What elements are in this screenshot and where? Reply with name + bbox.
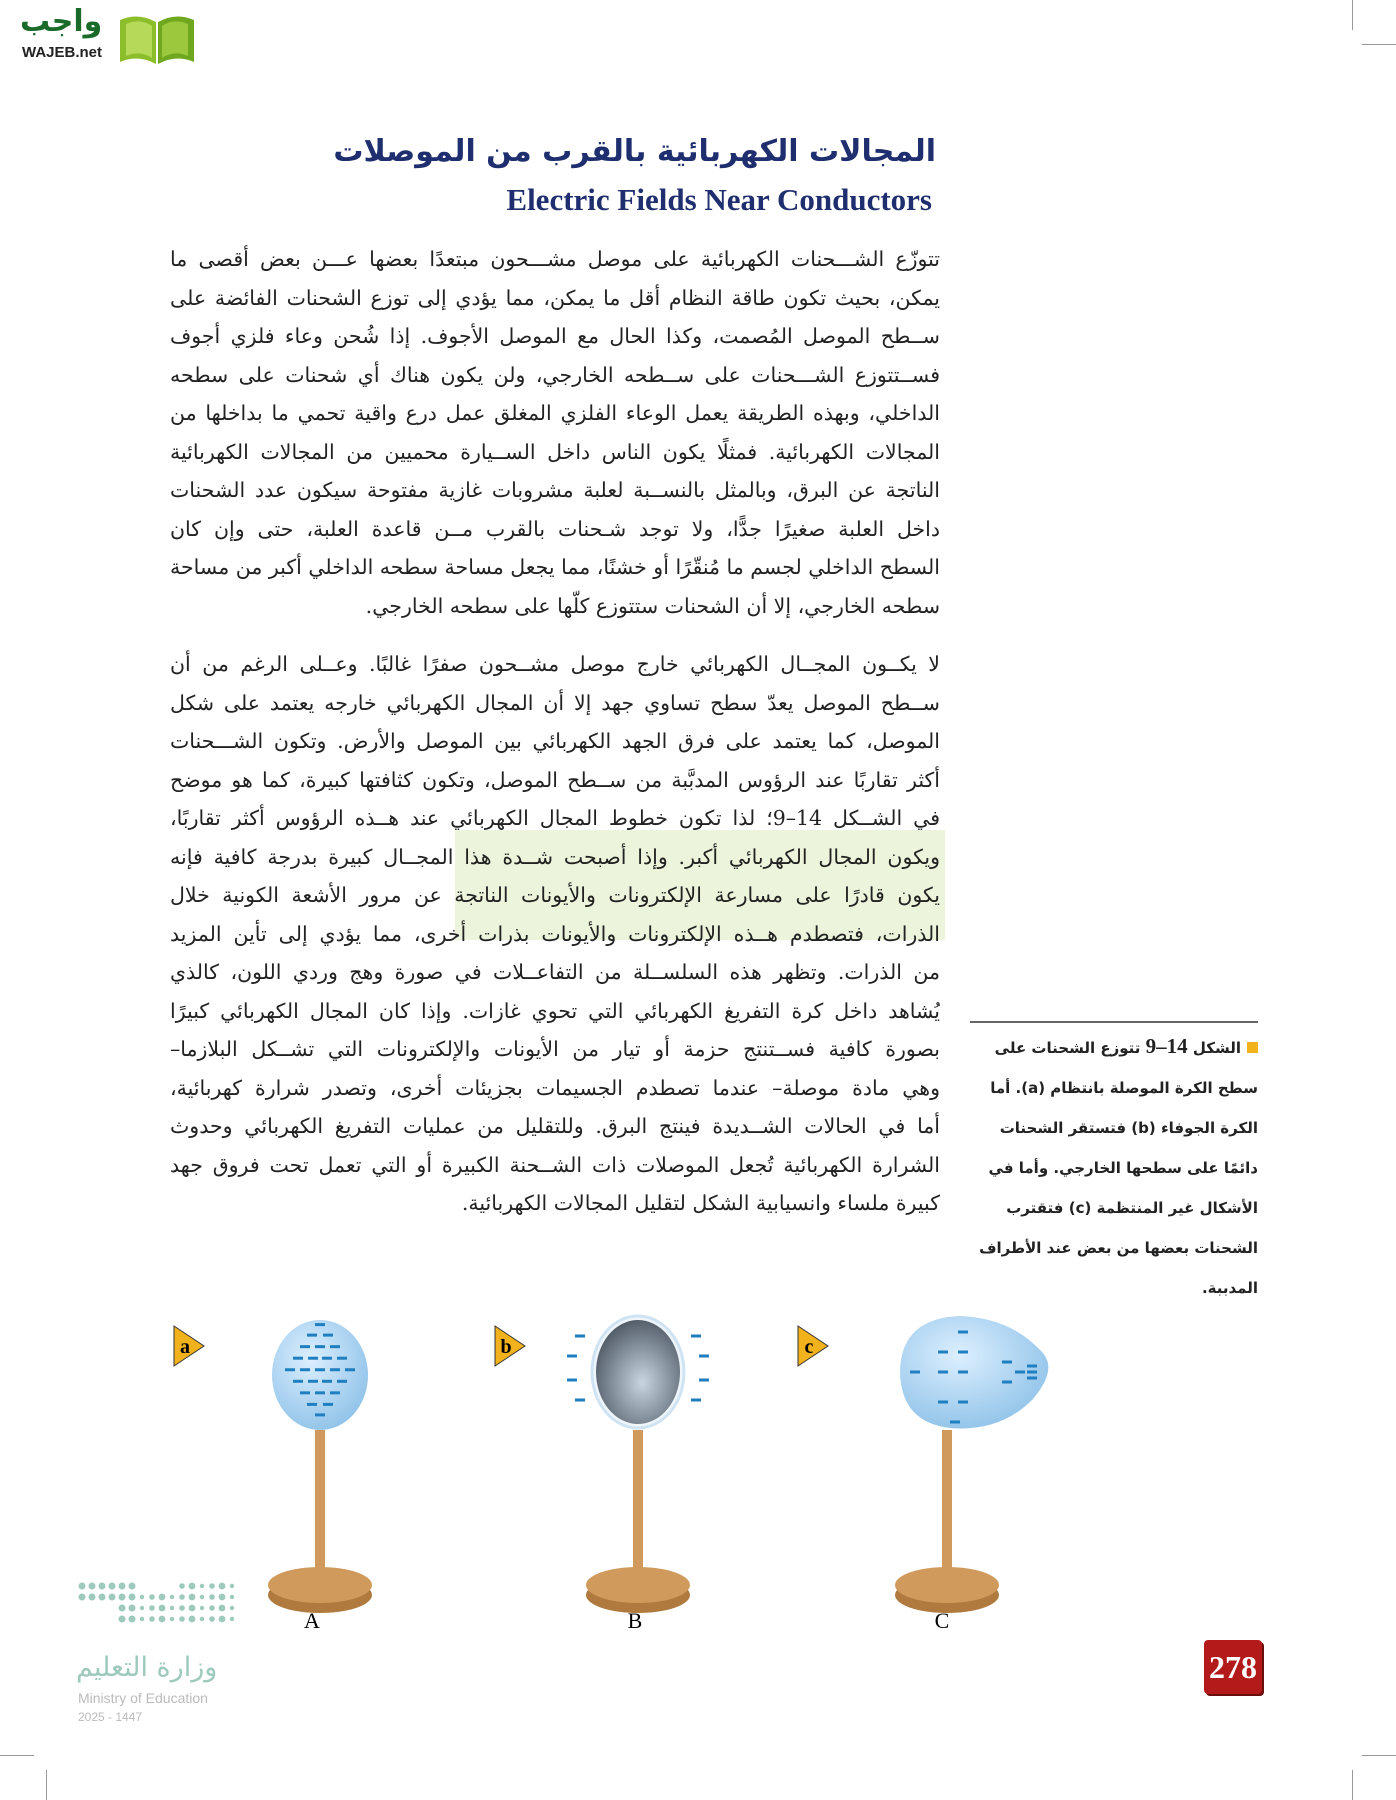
logo-dot: [159, 1594, 166, 1601]
logo-dot: [189, 1605, 196, 1612]
panel-label-a: A: [304, 1608, 320, 1633]
logo-dot: [179, 1594, 185, 1600]
logo-dot: [99, 1594, 106, 1601]
charge-symbol: [285, 1368, 295, 1371]
charge-symbol: [300, 1345, 310, 1348]
charge-symbol: [1027, 1377, 1037, 1380]
charge-symbol: [330, 1368, 340, 1371]
charge-symbol: [337, 1357, 347, 1360]
crop-mark: [1362, 1755, 1396, 1756]
caption-text: تتوزع الشحنات على سطح الكرة الموصلة بانتظام (a). أما الكرة الجوفاء (b) فتستقر الشحنات دائمًا على سطحها الخارجي. وأما في الأشكال غير المنتظمة (c) فتقترب الشحنات بعضها من بعض عند الأطراف المدببة.: [979, 1039, 1258, 1297]
charge-symbol: [315, 1368, 325, 1371]
ministry-name-ar: وزارة التعليم: [76, 1652, 218, 1683]
charge-symbol: [699, 1355, 709, 1358]
logo-dot: [109, 1583, 116, 1590]
crop-mark: [1352, 1770, 1353, 1800]
charge-symbol: [308, 1357, 318, 1360]
logo-dot: [230, 1584, 234, 1588]
logo-dot: [129, 1616, 136, 1623]
logo-dot: [119, 1605, 126, 1612]
logo-dot: [129, 1583, 136, 1590]
crop-mark: [1352, 0, 1353, 30]
logo-dot: [109, 1594, 116, 1601]
text-line: داخل العلبة صغيرًا جدًّا، ولا توجد شـحنات بالقرب مــن قاعدة العلبة، حتى وإن كان: [170, 516, 940, 541]
paragraph-2: [170, 645, 940, 1223]
logo-dot: [209, 1616, 215, 1622]
caption-label: الشكل: [1192, 1039, 1241, 1057]
stand-rod: [942, 1430, 952, 1588]
logo-text-ar: واجب: [20, 4, 103, 39]
charge-symbol: [1015, 1371, 1025, 1374]
logo-dot: [119, 1583, 126, 1590]
text-line: الموصل، كما يعتمد على فرق الجهد الكهربائي بين الموصل والأرض. وتكون الشـــحنات: [170, 729, 940, 753]
logo-dot: [200, 1617, 204, 1621]
panel-tag-b: [495, 1326, 525, 1366]
page-number: 278: [1204, 1640, 1262, 1694]
charge-symbol: [307, 1403, 317, 1406]
charge-symbol: [323, 1334, 333, 1337]
charge-symbol: [950, 1421, 960, 1424]
text-line: الداخلي، وبهذه الطريقة يعمل الوعاء الفلزي المغلق عمل درع واقية تحمي ما بداخلها من: [170, 401, 940, 425]
logo-dot: [200, 1584, 204, 1588]
stand-rod: [315, 1430, 325, 1588]
panel-tag-a: [174, 1326, 204, 1366]
charge-symbol: [699, 1379, 709, 1382]
charge-symbol: [330, 1391, 340, 1394]
logo-dot: [170, 1617, 174, 1621]
text-line: أكثر تقاربًا عند الرؤوس المدبَّبة من ســطح الموصل، وتكون كثافتها كبيرة، كما هو موضح: [170, 767, 940, 792]
text-line: كبيرة ملساء وانسيابية الشكل لتقليل المجالات الكهربائية.: [461, 1191, 940, 1215]
panel-label-c: C: [934, 1608, 950, 1633]
logo-dot: [200, 1595, 204, 1599]
caption-bullet-icon: [1247, 1042, 1258, 1053]
panel-label-b: B: [627, 1608, 643, 1633]
logo-dot: [149, 1605, 155, 1611]
charge-symbol: [337, 1380, 347, 1383]
logo-dot: [119, 1616, 126, 1623]
charge-symbol: [567, 1379, 577, 1382]
ministry-name-en: Ministry of Education: [78, 1690, 208, 1706]
logo-dot: [99, 1583, 106, 1590]
logo-dot: [119, 1594, 126, 1601]
logo-dot: [149, 1616, 155, 1622]
charge-symbol: [567, 1355, 577, 1358]
logo-dot: [89, 1594, 96, 1601]
section-title-ar: المجالات الكهربائية بالقرب من الموصلات: [333, 134, 936, 169]
logo-dot: [170, 1595, 174, 1599]
logo-dot: [179, 1605, 185, 1611]
logo-dot: [219, 1583, 226, 1590]
charge-symbol: [315, 1323, 325, 1326]
ministry-dots-icon: [76, 1580, 246, 1640]
logo-dot: [140, 1617, 144, 1621]
charge-symbol: [958, 1331, 968, 1334]
charge-symbol: [323, 1403, 333, 1406]
logo-dot: [129, 1605, 136, 1612]
logo-dot: [89, 1583, 96, 1590]
logo-dot: [189, 1594, 196, 1601]
crop-mark: [1362, 44, 1396, 45]
text-line: يمكن، بحيث تكون طاقة النظام أقل ما يمكن، مما يؤدي إلى توزع الشحنات الفائضة على: [170, 285, 940, 310]
charge-symbol: [958, 1351, 968, 1354]
charge-symbol: [938, 1351, 948, 1354]
charge-symbol: [293, 1380, 303, 1383]
logo-dot: [189, 1616, 196, 1623]
figure-charged-conductors: [160, 1310, 1060, 1640]
logo-dot: [200, 1606, 204, 1610]
text-line: الشرارة الكهربائية تُجعل الموصلات ذات الشــحنة الكبيرة أو التي تعمل تحت فروق جهد: [170, 1152, 940, 1177]
charge-symbol: [322, 1357, 332, 1360]
text-line: السطح الداخلي لجسم ما مُنقّرًا أو خشنًا، مما يجعل مساحة سطحه الداخلي أكبر من مساحة: [170, 555, 940, 579]
logo-dot: [230, 1606, 234, 1610]
logo-text-en: WAJEB.net: [22, 44, 103, 61]
charge-symbol: [1002, 1381, 1012, 1384]
figure-caption: [970, 1026, 1258, 1308]
charge-symbol: [958, 1401, 968, 1404]
text-line: سطحه الخارجي، إلا أن الشحنات ستتوزع كلّها على سطحه الخارجي.: [365, 593, 940, 618]
crop-mark: [0, 1755, 34, 1756]
text-line: يكون قادرًا على مسارعة الإلكترونات والأيونات الناتجة عن مرور الأشعة الكونية خلال: [170, 883, 940, 907]
logo-dot: [140, 1595, 144, 1599]
charge-symbol: [938, 1401, 948, 1404]
text-line: وهي مادة موصلة– عندما تصطدم الجسيمات بجزيئات أخرى، وتصدر شرارة كهربائية،: [170, 1075, 940, 1100]
charge-symbol: [315, 1391, 325, 1394]
crop-mark: [46, 1770, 47, 1800]
text-line: من الذرات. وتظهر هذه السلســلة من التفاعــلات في صورة وهج وردي اللون، كالذي: [170, 960, 940, 984]
text-line: يُشاهد داخل كرة التفريغ الكهربائي التي تحوي غازات. وإذا كان المجال الكهربائي كبيرًا: [170, 998, 940, 1023]
logo-dot: [219, 1594, 226, 1601]
charge-symbol: [308, 1380, 318, 1383]
edition-year: 2025 - 1447: [78, 1710, 143, 1724]
logo-dot: [79, 1594, 86, 1601]
logo-dot: [179, 1583, 185, 1589]
ministry-of-education-logo: [76, 1580, 256, 1730]
logo-dot: [230, 1595, 234, 1599]
charge-symbol: [345, 1368, 355, 1371]
charge-symbol: [293, 1357, 303, 1360]
charge-symbol: [938, 1371, 948, 1374]
logo-dot: [159, 1616, 166, 1623]
text-line: ســطح الموصل يعدّ سطح تساوي جهد إلا أن المجال الكهربائي خارجه يعتمد على شكل: [170, 690, 940, 715]
logo-dot: [149, 1594, 155, 1600]
logo-dot: [140, 1606, 144, 1610]
text-line: فســتتوزع الشـــحنات على ســطحه الخارجي، ولن يكون هناك أي شحنات على سطحه: [170, 362, 940, 387]
charge-symbol: [315, 1413, 325, 1416]
logo-dot: [209, 1594, 215, 1600]
logo-dot: [79, 1583, 86, 1590]
logo-dot: [219, 1605, 226, 1612]
text-line: المجالات الكهربائية. فمثلًا يكون الناس داخل الســيارة محميين من المجالات الكهربائية: [170, 439, 940, 464]
charge-symbol: [910, 1371, 920, 1374]
tag-letter: a: [180, 1336, 190, 1358]
charge-symbol: [958, 1371, 968, 1374]
tag-letter: c: [804, 1336, 814, 1358]
charge-symbol: [1027, 1365, 1037, 1368]
logo-dot: [159, 1605, 166, 1612]
charge-symbol: [307, 1334, 317, 1337]
charge-symbol: [315, 1345, 325, 1348]
stand-rod: [633, 1430, 643, 1588]
tag-letter: b: [500, 1336, 512, 1358]
text-line: بصورة كافية فســتنتج حزمة أو تيار من الأيونات والإلكترونات التي تشــكل البلازما–: [170, 1037, 940, 1061]
text-line: تتوزّع الشـــحنات الكهربائية على موصل مشـــحون مبتعدًا بعضها عـــن بعض أقصى ما: [170, 247, 940, 271]
charge-symbol: [575, 1335, 585, 1338]
paragraph-1: [170, 240, 940, 625]
text-line: ســطح الموصل المُصمت، وكذا الحال مع الموصل الأجوف. إذا شُحن وعاء فلزي أجوف: [170, 324, 940, 348]
wajeb-logo[interactable]: [10, 4, 190, 68]
charge-symbol: [575, 1399, 585, 1402]
logo-dot: [230, 1617, 234, 1621]
logo-dot: [209, 1605, 215, 1611]
logo-dot: [170, 1606, 174, 1610]
text-line: الناتجة عن البرق، وبالمثل بالنســبة لعلبة مشروبات غازية مفتوحة سيكون عدد الشحنات: [170, 478, 940, 502]
logo-dot: [189, 1583, 196, 1590]
charge-symbol: [322, 1380, 332, 1383]
panel-tag-c: [798, 1326, 828, 1366]
charge-symbol: [300, 1391, 310, 1394]
charge-symbol: [1027, 1371, 1037, 1374]
logo-dot: [219, 1616, 226, 1623]
logo-dot: [129, 1594, 136, 1601]
text-line: في الشــكل 14–9؛ لذا تكون خطوط المجال الكهربائي عند هــذه الرؤوس أكثر تقاربًا،: [170, 806, 940, 830]
section-title-en: Electric Fields Near Conductors: [506, 182, 932, 217]
text-line: ويكون المجال الكهربائي أكبر. وإذا أصبحت شــدة هذا المجــال كبيرة بدرجة كافية فإنه: [170, 844, 940, 869]
charge-symbol: [691, 1335, 701, 1338]
caption-divider: [970, 1021, 1258, 1023]
text-line: الذرات، فتصطدم هــذه الإلكترونات والأيونات بذرات أخرى، مما يؤدي إلى تأين المزيد: [170, 921, 940, 946]
text-line: أما في الحالات الشــديدة فينتج البرق. وللتقليل من عمليات التفريغ الكهربائي وحدوث: [170, 1114, 940, 1138]
logo-dot: [209, 1583, 215, 1589]
text-line: لا يكــون المجــال الكهربائي خارج موصل مشــحون صفرًا غالبًا. وعــلى الرغم من أن: [170, 652, 940, 676]
book-icon: [118, 10, 196, 66]
charge-symbol: [330, 1345, 340, 1348]
charge-symbol: [300, 1368, 310, 1371]
irregular-conductor: [900, 1316, 1048, 1428]
logo-dot: [179, 1616, 185, 1622]
caption-number: 14–9: [1145, 1034, 1188, 1058]
hollow-sphere-cavity: [596, 1320, 680, 1424]
charge-symbol: [1002, 1361, 1012, 1364]
charge-symbol: [691, 1399, 701, 1402]
